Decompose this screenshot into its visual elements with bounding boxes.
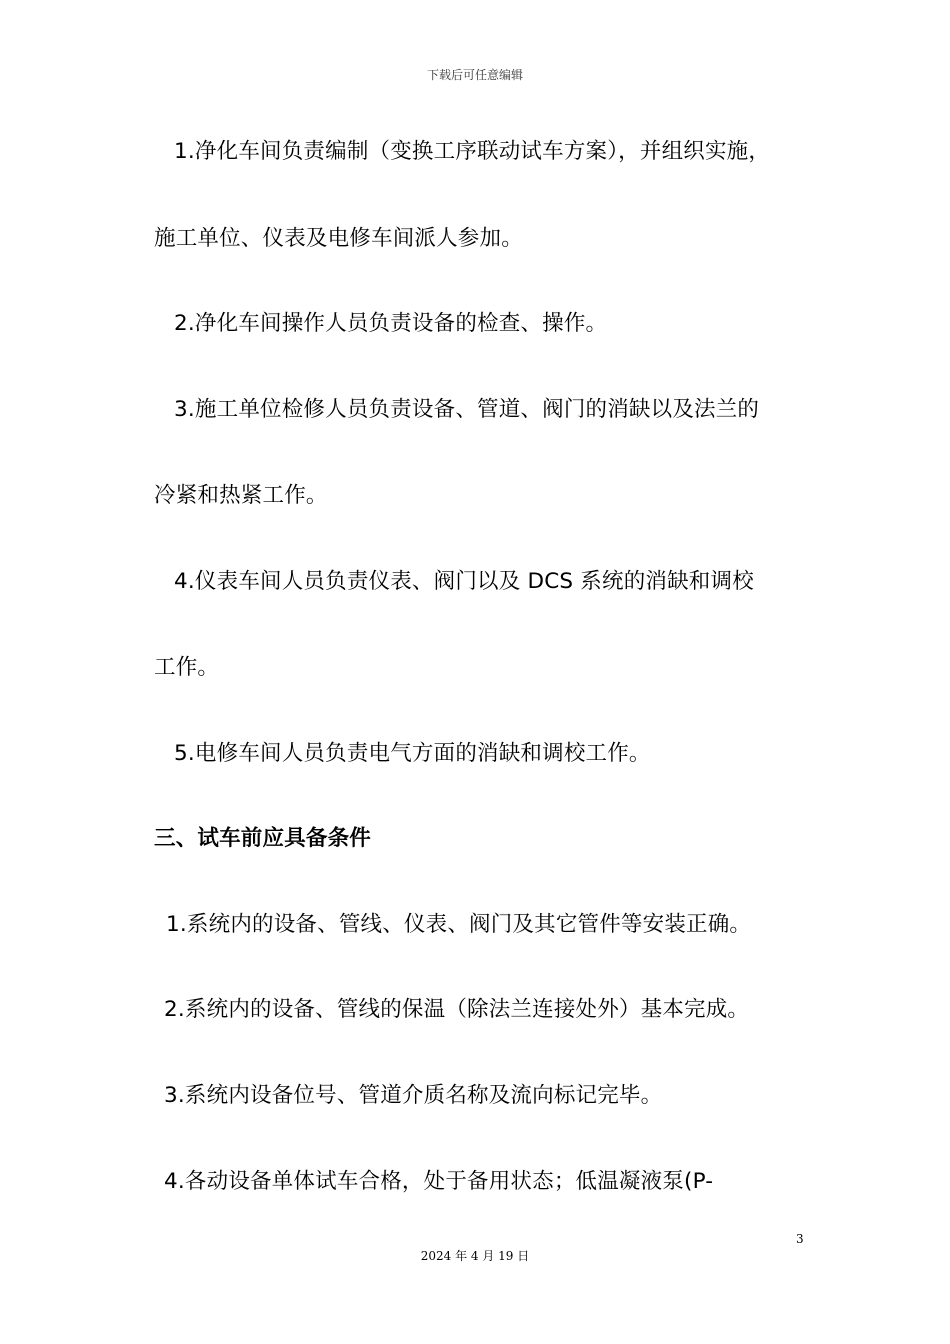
condition-line-4: 4.各动设备单体试车合格，处于备用状态；低温凝液泵(P-	[164, 1169, 714, 1194]
paragraph-line-7: 工作。	[154, 655, 220, 680]
paragraph-line-2: 施工单位、仪表及电修车间派人参加。	[154, 226, 523, 251]
paragraph-line-4: 3.施工单位检修人员负责设备、管道、阀门的消缺以及法兰的	[174, 397, 760, 422]
paragraph-line-6: 4.仪表车间人员负责仪表、阀门以及 DCS 系统的消缺和调校	[174, 569, 754, 594]
page-number: 3	[796, 1232, 804, 1246]
page-header: 下载后可任意编辑	[426, 68, 523, 82]
condition-line-2: 2.系统内的设备、管线的保温（除法兰连接处外）基本完成。	[164, 997, 750, 1022]
paragraph-line-8: 5.电修车间人员负责电气方面的消缺和调校工作。	[174, 741, 651, 766]
condition-line-1: 1.系统内的设备、管线、仪表、阀门及其它管件等安装正确。	[166, 912, 752, 937]
paragraph-line-1: 1.净化车间负责编制（变换工序联动试车方案），并组织实施，	[174, 139, 771, 164]
section-heading: 三、试车前应具备条件	[154, 826, 372, 851]
condition-line-3: 3.系统内设备位号、管道介质名称及流向标记完毕。	[164, 1083, 663, 1108]
paragraph-line-3: 2.净化车间操作人员负责设备的检查、操作。	[174, 311, 608, 336]
footer-date: 2024 年 4 月 19 日	[420, 1249, 530, 1263]
paragraph-line-5: 冷紧和热紧工作。	[154, 483, 328, 508]
